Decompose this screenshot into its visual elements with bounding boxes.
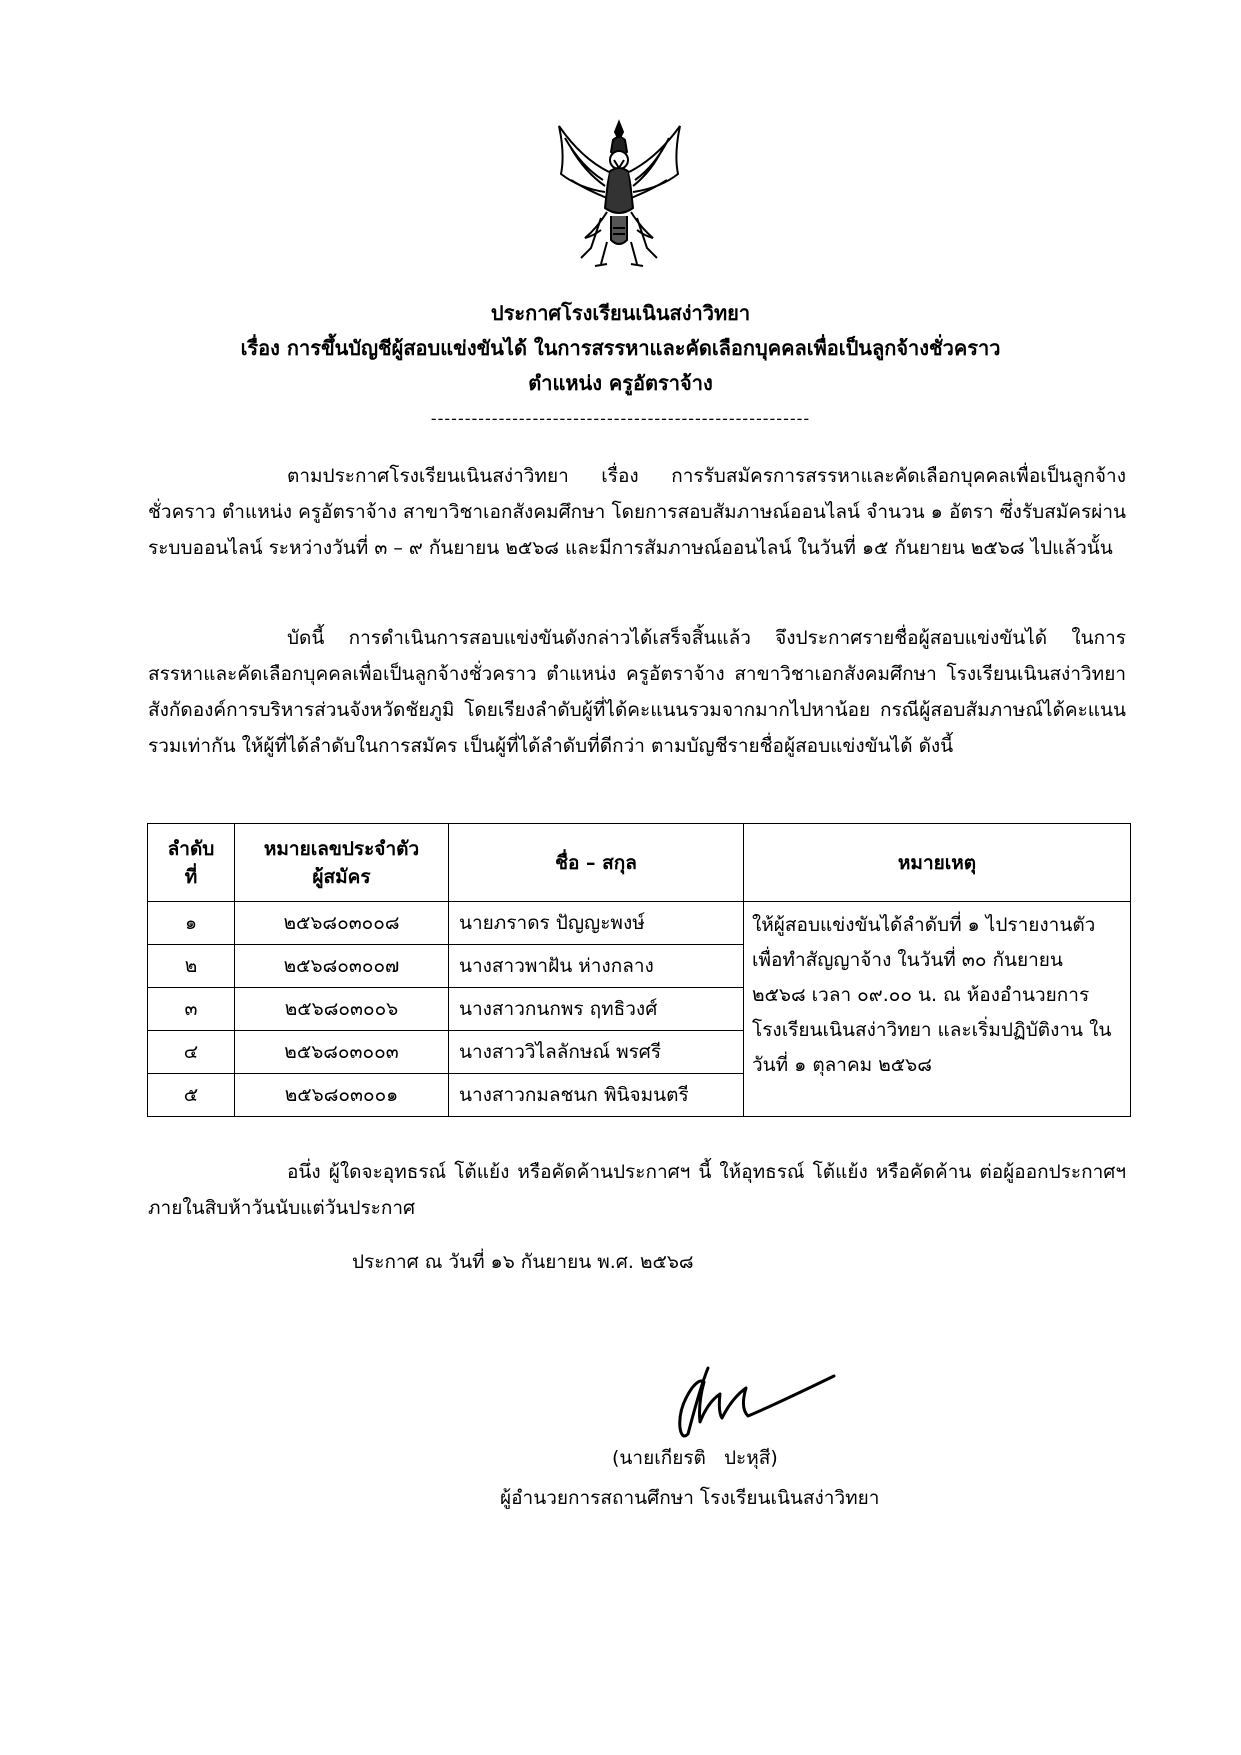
row-order: ๓ bbox=[148, 988, 235, 1031]
header-order: ลำดับ ที่ bbox=[148, 824, 235, 902]
results-table bbox=[147, 823, 1131, 1117]
announcement-title: ประกาศโรงเรียนเนินสง่าวิทยา bbox=[490, 301, 751, 325]
paragraph-1-text: ตามประกาศโรงเรียนเนินสง่าวิทยา เรื่อง การรับสมัครการสรรหาและคัดเลือกบุคคลเพื่อเป็นลูกจ้างชั่วคราว ตำแหน่ง ครูอัตราจ้าง สาขาวิชาเอกสังคมศึกษา โดยการสอบสัมภาษณ์ออนไลน์ จำนวน ๑ อัตรา ซึ่งรับสมัครผ่านระบบออนไลน์ ระหว่างวันที่ ๓ – ๙ กันยายน ๒๕๖๘ และมีการสัมภาษณ์ออนไลน์ ในวันที่ ๑๕ กันยายน ๒๕๖๘ ไปแล้วนั้น bbox=[148, 465, 1126, 559]
signature-mark bbox=[648, 1348, 840, 1440]
table-row bbox=[148, 902, 1131, 945]
row-order: ๑ bbox=[148, 902, 235, 945]
paragraph-2-text: บัดนี้ การดำเนินการสอบแข่งขันดังกล่าวได้เสร็จสิ้นแล้ว จึงประกาศรายชื่อผู้สอบแข่งขันได้ ในการสรรหาและคัดเลือกบุคคลเพื่อเป็นลูกจ้างชั่วคราว ตำแหน่ง ครูอัตราจ้าง สาขาวิชาเอกสังคมศึกษา โรงเรียนเนินสง่าวิทยา สังกัดองค์การบริหารส่วนจังหวัดชัยภูมิ โดยเรียงลำดับผู้ที่ได้คะแนนรวมจากมากไปหาน้อย กรณีผู้สอบสัมภาษณ์ได้คะแนนรวมเท่ากัน ให้ผู้ที่ได้ลำดับในการสมัคร เป็นผู้ที่ได้ลำดับที่ดีกว่า ตามบัญชีรายชื่อผู้สอบแข่งขันได้ ดังนี้ bbox=[148, 627, 1126, 757]
row-name: นายภราดร ปัญญะพงษ์ bbox=[449, 902, 744, 945]
paragraph-3 bbox=[148, 1154, 1126, 1226]
header-remark: หมายเหตุ bbox=[744, 824, 1131, 902]
row-name: นางสาวพาฝัน ห่างกลาง bbox=[449, 945, 744, 988]
row-applicant-id: ๒๕๖๘๐๓๐๐๑ bbox=[235, 1074, 449, 1117]
row-applicant-id: ๒๕๖๘๐๓๐๐๓ bbox=[235, 1031, 449, 1074]
garuda-emblem-icon bbox=[551, 118, 688, 270]
table-header-row bbox=[148, 824, 1131, 902]
paragraph-1 bbox=[148, 458, 1126, 566]
announcement-subject: เรื่อง การขึ้นบัญชีผู้สอบแข่งขันได้ ในการสรรหาและคัดเลือกบุคคลเพื่อเป็นลูกจ้างชั่วคราว bbox=[240, 336, 1001, 360]
header-name: ชื่อ – สกุล bbox=[449, 824, 744, 902]
row-order: ๔ bbox=[148, 1031, 235, 1074]
row-name: นางสาววิไลลักษณ์ พรศรี bbox=[449, 1031, 744, 1074]
row-order: ๒ bbox=[148, 945, 235, 988]
row-remark: ให้ผู้สอบแข่งขันได้ลำดับที่ ๑ ไปรายงานตัวเพื่อทำสัญญาจ้าง ในวันที่ ๓๐ กันยายน ๒๕๖๘ เวลา ๐๙.๐๐ น. ณ ห้องอำนวยการ โรงเรียนเนินสง่าวิทยา และเริ่มปฏิบัติงาน ในวันที่ ๑ ตุลาคม ๒๕๖๘ bbox=[744, 902, 1131, 1117]
paragraph-2 bbox=[148, 620, 1126, 764]
row-name: นางสาวกนกพร ฤทธิวงศ์ bbox=[449, 988, 744, 1031]
announcement-position: ตำแหน่ง ครูอัตราจ้าง bbox=[528, 371, 713, 395]
row-name: นางสาวกมลชนก พินิจมนตรี bbox=[449, 1074, 744, 1117]
announcement-date: ประกาศ ณ วันที่ ๑๖ กันยายน พ.ศ. ๒๕๖๘ bbox=[352, 1251, 694, 1273]
header-applicant-id: หมายเลขประจำตัว ผู้สมัคร bbox=[235, 824, 449, 902]
row-applicant-id: ๒๕๖๘๐๓๐๐๖ bbox=[235, 988, 449, 1031]
row-applicant-id: ๒๕๖๘๐๓๐๐๘ bbox=[235, 902, 449, 945]
signatory-name: (นายเกียรติ ปะหุสี) bbox=[612, 1447, 778, 1469]
row-order: ๕ bbox=[148, 1074, 235, 1117]
row-applicant-id: ๒๕๖๘๐๓๐๐๗ bbox=[235, 945, 449, 988]
paragraph-3-text: อนึ่ง ผู้ใดจะอุทธรณ์ โต้แย้ง หรือคัดค้านประกาศฯ นี้ ให้อุทธรณ์ โต้แย้ง หรือคัดค้าน ต่อผู้ออกประกาศฯ ภายในสิบห้าวันนับแต่วันประกาศ bbox=[148, 1161, 1126, 1219]
header-divider: -------------------------------------------------------- bbox=[430, 409, 811, 428]
signatory-position: ผู้อำนวยการสถานศึกษา โรงเรียนเนินสง่าวิทยา bbox=[500, 1487, 880, 1509]
